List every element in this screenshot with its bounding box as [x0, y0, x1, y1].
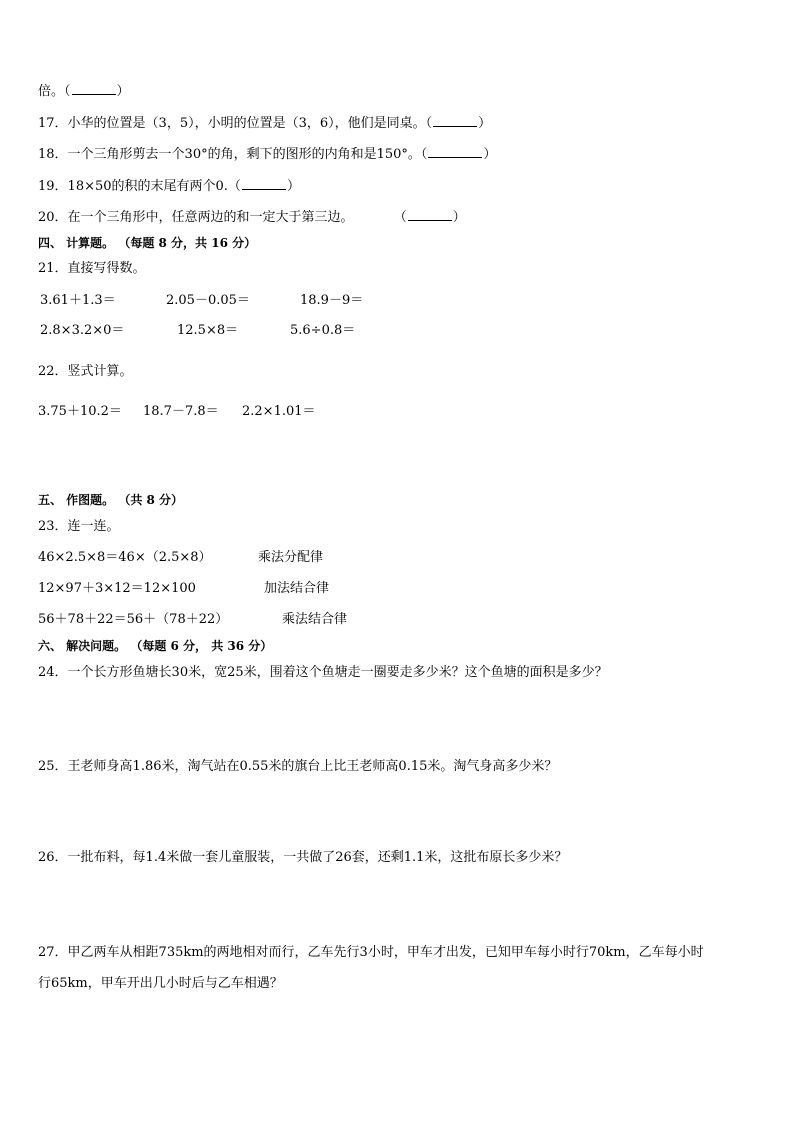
section-5-heading: 五、 作图题。 （共 8 分） — [38, 493, 184, 507]
question-19 — [38, 177, 300, 196]
answer-blank[interactable] — [428, 145, 482, 158]
question-27-line-1: 27．甲乙两车从相距735km的两地相对而行，乙车先行3小时，甲车才出发，已知甲车每小时行70km，乙车每小时 — [38, 945, 704, 960]
q20-open: （ — [393, 210, 407, 225]
section-6-heading: 六、 解决问题。 （每题 6 分， 共 36 分） — [38, 639, 273, 653]
q21-title: 21．直接写得数。 — [38, 261, 146, 276]
question-25: 25．王老师身高1.86米，淘气站在0.55米的旗台上比王老师高0.15米。淘气身高多少米？ — [38, 759, 558, 774]
answer-blank[interactable] — [242, 177, 286, 190]
question-26: 26．一批布料，每1.4米做一套儿童服装，一共做了26套，还剩1.1米，这批布原长多少米？ — [38, 850, 568, 865]
question-18 — [38, 145, 496, 164]
answer-blank[interactable] — [433, 114, 477, 127]
answer-blank[interactable] — [408, 208, 452, 221]
vertical-calc-item: 18.7－7.8＝ — [143, 404, 219, 419]
q16-tail-text: 倍。（ — [38, 84, 71, 99]
calc-item: 12.5×8＝ — [177, 323, 239, 338]
calc-item: 2.05－0.05＝ — [166, 293, 250, 308]
q16-tail-close: ） — [116, 84, 130, 99]
match-left-item[interactable]: 12×97＋3×12＝12×100 — [38, 581, 196, 596]
q20-text: 20．在一个三角形中，任意两边的和一定大于第三边。 — [38, 210, 354, 225]
question-27-line-2: 行65km，甲车开出几小时后与乙车相遇？ — [38, 976, 283, 991]
calc-item: 2.8×3.2×0＝ — [40, 323, 125, 338]
calc-item: 3.61＋1.3＝ — [40, 293, 116, 308]
section-4-heading: 四、 计算题。 （每题 8 分，共 16 分） — [38, 236, 257, 250]
match-right-item[interactable]: 乘法分配律 — [258, 550, 324, 565]
q19-close: ） — [286, 179, 300, 194]
calc-item: 18.9－9＝ — [300, 293, 364, 308]
match-right-item[interactable]: 加法结合律 — [264, 581, 330, 596]
q17-close: ） — [478, 116, 492, 131]
question-20 — [38, 208, 466, 227]
q19-text: 19．18×50的积的末尾有两个0.（ — [38, 179, 241, 194]
q22-title: 22．竖式计算。 — [38, 364, 133, 379]
vertical-calc-item: 3.75＋10.2＝ — [38, 404, 122, 419]
q18-text: 18．一个三角形剪去一个30°的角，剩下的图形的内角和是150°。（ — [38, 147, 428, 162]
q23-title: 23．连一连。 — [38, 519, 120, 534]
answer-blank[interactable] — [72, 82, 116, 95]
match-left-item[interactable]: 46×2.5×8＝46×（2.5×8） — [38, 550, 212, 565]
q16-tail — [38, 82, 130, 101]
match-left-item[interactable]: 56＋78＋22＝56＋（78＋22） — [38, 612, 229, 627]
match-right-item[interactable]: 乘法结合律 — [282, 612, 348, 627]
question-17 — [38, 114, 491, 133]
q20-close: ） — [452, 210, 466, 225]
q18-close: ） — [483, 147, 497, 162]
question-24: 24．一个长方形鱼塘长30米，宽25米，围着这个鱼塘走一圈要走多少米？这个鱼塘的面积是多少？ — [38, 665, 608, 680]
calc-item: 5.6÷0.8＝ — [290, 323, 356, 338]
q17-text: 17．小华的位置是（3，5），小明的位置是（3，6），他们是同桌。（ — [38, 116, 433, 131]
vertical-calc-item: 2.2×1.01＝ — [242, 404, 316, 419]
